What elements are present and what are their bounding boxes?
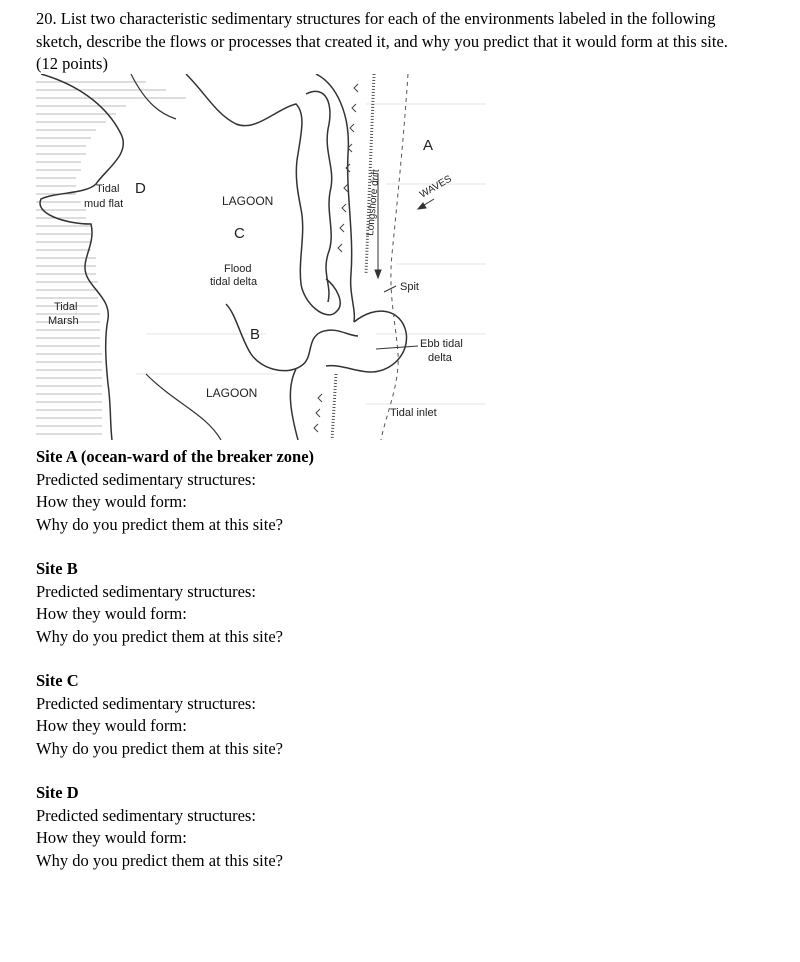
label-lagoon-top: LAGOON — [222, 194, 274, 208]
why-prompt: Why do you predict them at this site? — [36, 850, 283, 870]
form-prompt: How they would form: — [36, 492, 187, 511]
beach-line-lower — [332, 374, 336, 440]
label-a: A — [423, 137, 434, 154]
form-prompt: How they would form: — [36, 828, 187, 847]
why-prompt: Why do you predict them at this site? — [36, 626, 283, 646]
label-ebb-delta-1: Ebb tidal — [420, 338, 463, 350]
structures-prompt: Predicted sedimentary structures: — [36, 805, 256, 825]
form-prompt: How they would form: — [36, 716, 187, 735]
site-d — [36, 782, 736, 872]
sites-section — [36, 446, 736, 894]
label-d: D — [135, 180, 146, 197]
flood-delta-outline — [226, 304, 358, 371]
structures-prompt: Predicted sedimentary structures: — [36, 581, 256, 601]
mainland-shoreline — [40, 74, 123, 440]
label-ebb-delta-2: delta — [428, 352, 452, 364]
label-tidal-marsh-2: Marsh — [48, 315, 79, 327]
site-a — [36, 446, 736, 536]
structures-prompt: Predicted sedimentary structures: — [36, 693, 256, 713]
label-tidal-marsh-1: Tidal — [54, 301, 78, 313]
label-longshore-drift: Longshore drift — [365, 168, 382, 237]
label-c: C — [234, 225, 245, 242]
label-flood-delta-1: Flood — [224, 263, 252, 275]
label-flood-delta-2: tidal delta — [210, 276, 258, 288]
site-title: Site D — [36, 783, 79, 802]
label-spit: Spit — [400, 281, 419, 293]
arrows — [375, 174, 434, 349]
site-title: Site B — [36, 559, 78, 578]
environment-sketch — [36, 74, 488, 440]
why-prompt: Why do you predict them at this site? — [36, 738, 283, 758]
label-b: B — [250, 326, 261, 343]
question-text: 20. List two characteristic sedimentary structures for each of the environments labeled in the following sketch, describe the flows or processes that created it, and why you predict that it would form at this site. (12 points) — [36, 9, 728, 73]
label-tidal-mud-flat-1: Tidal — [96, 183, 120, 195]
label-waves: WAVES — [418, 173, 454, 201]
lower-channel — [146, 374, 221, 440]
label-tidal-mud-flat-2: mud flat — [84, 198, 124, 210]
barrier-outline-2 — [316, 74, 354, 322]
structures-prompt: Predicted sedimentary structures: — [36, 469, 256, 489]
site-title: Site A (ocean-ward of the breaker zone) — [36, 447, 315, 466]
why-prompt: Why do you predict them at this site? — [36, 514, 283, 534]
mainland-hatching — [36, 82, 186, 434]
label-tidal-inlet: Tidal inlet — [390, 407, 437, 419]
barrier-outline-1 — [306, 91, 332, 302]
site-title: Site C — [36, 671, 79, 690]
form-prompt: How they would form: — [36, 604, 187, 623]
sketch-svg — [36, 74, 488, 440]
label-lagoon-bottom: LAGOON — [206, 386, 258, 400]
upper-channel — [131, 74, 176, 119]
ebb-delta-outline — [326, 311, 407, 372]
breaker-line — [381, 74, 408, 440]
site-c — [36, 670, 736, 760]
lower-barrier-outline — [290, 369, 298, 440]
site-b — [36, 558, 736, 648]
